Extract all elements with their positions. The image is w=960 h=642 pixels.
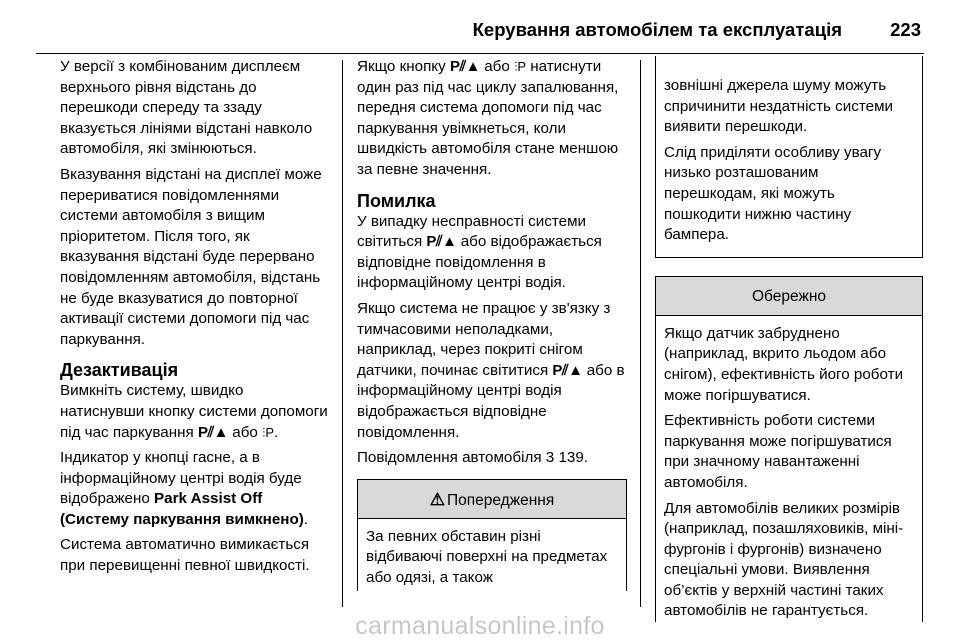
- park-assist-off-message: Park Assist Off (Систему паркування вимкнено): [60, 490, 304, 528]
- page-header: [0, 0, 960, 54]
- paragraph-indicator-off: Індикатор у кнопці гасне, а в інформаційному центрі водія буде відображено Park Assist Off (Систему паркування вимкнено).: [60, 449, 309, 528]
- heading-deactivation: Дезактивація: [60, 360, 179, 381]
- heading-error: Помилка: [357, 190, 436, 211]
- caution-text-1: Якщо датчик забруднено (наприклад, вкрито льодом або снігом), ефективність його роботи може погіршуватися.: [664, 324, 904, 404]
- warning-triangle-icon: ⚠: [429, 489, 445, 509]
- warning-text: За певних обставин різні відбиваючі поверхні на предметах або одязі, а також: [366, 527, 608, 586]
- paragraph-button-press: Якщо кнопку P⫽▲ або ⫶P натиснути один раз під час циклу запалювання, передня система допомоги під час паркування увімкнеться, коли швидкість автомобіля стане меншою за певне значення.: [357, 58, 619, 178]
- park-assist-small-icon: ⫶P: [262, 424, 274, 440]
- warning-text-continued-2: Слід приділяти особливу увагу низько розташованим перешкодам, які можуть пошкодити нижню частину бампера.: [664, 143, 882, 244]
- caution-text-2: Ефективність роботи системи паркування може погіршуватися при значному навантаженні автомобіля.: [664, 412, 892, 491]
- page-title: Керування автомобілем та експлуатація: [472, 19, 842, 40]
- park-assist-icon: P⫽▲: [552, 361, 583, 379]
- page-reference[interactable]: 139.: [558, 449, 589, 467]
- paragraph-deactivate: Вимкніть систему, швидко натиснувши кнопку системи допомоги під час паркування P⫽▲ або ⫶P.: [60, 382, 328, 441]
- header-divider: [36, 53, 924, 54]
- caution-box: [655, 276, 923, 622]
- column-3: [655, 57, 923, 627]
- park-assist-icon: P⫽▲: [197, 423, 229, 441]
- warning-box-continued: [655, 56, 923, 258]
- park-assist-icon: P⫽▲: [449, 58, 480, 75]
- caution-text-3: Для автомобілів великих розмірів (наприклад, позашляховиків, міні-фургонів і фургонів) визначено спеціальні умови. Виявлення об’єктів у верхній частині таких автомобілів не гарантується.: [664, 499, 904, 620]
- column-divider-2: [640, 60, 641, 607]
- column-2: [357, 57, 627, 591]
- paragraph-auto-off: Система автоматично вимикається при перевищенні певної швидкості.: [60, 536, 310, 575]
- paragraph-malfunction: У випадку несправності системи світиться P⫽▲ або відображається відповідне повідомлення в інформаційному центрі водія.: [357, 212, 602, 292]
- paragraph-temporary-fault: Якщо система не працює у зв'язку з тимчасовими неполадками, наприклад, через покриті снігом датчики, починає світитися P⫽▲ або в інформаційному центрі водія відображається відповідне повідомлення.: [357, 299, 625, 441]
- page-reference-arrow-icon: 3: [545, 449, 555, 467]
- page-number: 223: [890, 19, 921, 40]
- warning-box: [357, 479, 627, 591]
- column-divider-1: [342, 60, 343, 607]
- warning-text-continued-1: зовнішні джерела шуму можуть спричинити нездатність системи виявити перешкоди.: [664, 77, 894, 136]
- caution-header: Обережно: [656, 277, 922, 316]
- warning-header: ⚠ Попередження: [358, 480, 626, 519]
- park-assist-icon: P⫽▲: [426, 233, 457, 251]
- paragraph-distance-lines: У версії з комбінованим дисплеєм верхнього рівня відстань до перешкоди спереду та ззаду вказується лініями відстані навколо автомобіля, які змінюються.: [60, 58, 313, 158]
- paragraph-display-interrupt: Вказування відстані на дисплеї може перериватися повідомленнями системи автомобіля з вищим пріоритетом. Після того, як вказування відстані буде перервано повідомленням автомобіля, відстань не буде вказуватися до повторної активації системи допомоги під час паркування.: [60, 165, 322, 348]
- column-1: [60, 57, 330, 582]
- watermark: carmanualsonline.info: [355, 612, 605, 640]
- park-assist-small-icon: ⫶P: [514, 59, 526, 74]
- paragraph-vehicle-messages: Повідомлення автомобіля 3 139.: [357, 449, 589, 467]
